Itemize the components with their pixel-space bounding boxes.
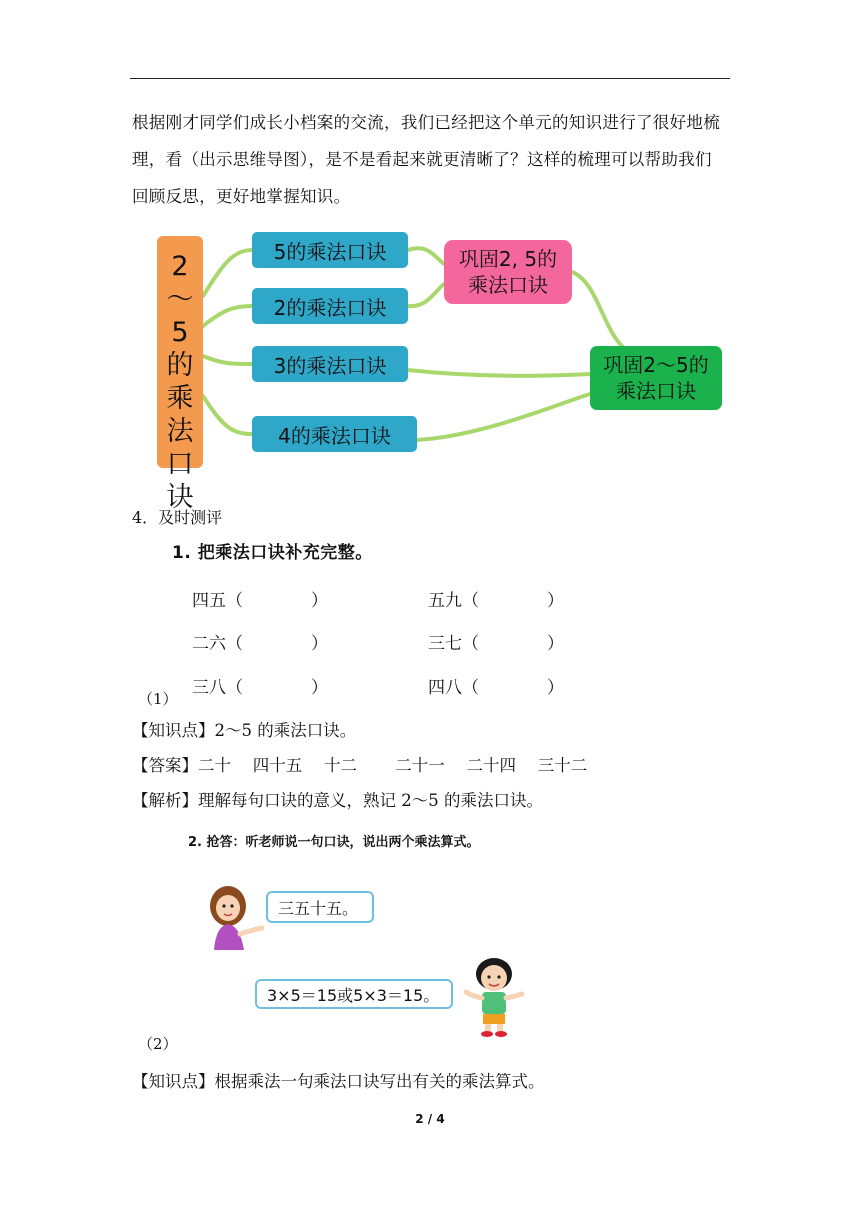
intro-line-3: 回顾反思，更好地掌握知识。 [132,187,351,206]
question-1-title: 1. 把乘法口诀补充完整。 [172,543,373,563]
student-speech-bubble: 3×5＝15或5×3＝15。 [255,979,453,1009]
analysis-label: 【解析】 [132,791,198,810]
question-2-title: 2. 抢答：听老师说一句口诀，说出两个乘法算式。 [188,835,480,850]
answer-text: 二十 四十五 十二 二十一 二十四 三十二 [198,756,588,775]
mindmap-branch-3: 3的乘法口诀 [252,346,408,382]
knowledge-point [132,717,356,741]
mindmap-consolidate-2-5 [444,240,572,304]
knowledge-label: 【知识点】 [132,721,215,740]
header-rule [130,78,730,79]
fill-blank-item: 五九（ ） [428,591,564,611]
intro-line-1: 根据刚才同学们成长小档案的交流，我们已经把这个单元的知识进行了很好地梳 [132,113,720,132]
question-number: （2） [138,1035,178,1053]
knowledge-text: 根据乘法一句乘法口诀写出有关的乘法算式。 [214,1072,545,1091]
consolidate-line: 巩固2～5的 [603,353,709,377]
consolidate-line: 乘法口诀 [615,379,696,403]
consolidate-line: 巩固2, 5的 [458,247,558,271]
root-char: 的 [166,350,194,381]
analysis-text: 理解每句口诀的意义，熟记 2～5 的乘法口诀。 [198,791,543,810]
consolidate-line: 乘法口诀 [467,273,548,297]
knowledge-point [132,1068,545,1092]
mindmap-consolidate-2-to-5 [590,346,722,410]
knowledge-label: 【知识点】 [132,1072,215,1091]
root-char: 口 [166,449,194,480]
mindmap-root-node [157,236,203,513]
knowledge-text: 2～5 的乘法口诀。 [214,721,357,740]
answer-label: 【答案】 [132,756,198,775]
fill-blank-item: 四八（ ） [428,678,564,698]
mindmap-branch-5: 5的乘法口诀 [252,232,408,268]
analysis [132,787,543,811]
mindmap-branch-4: 4的乘法口诀 [252,416,417,452]
teacher-speech-bubble: 三五十五。 [266,891,374,923]
root-char: 2 [171,251,189,282]
fill-blank-item: 三八（ ） [192,678,328,698]
root-char: 诀 [166,482,194,513]
root-char: 乘 [166,383,194,414]
fill-blank-item: 三七（ ） [428,634,564,654]
intro-line-2: 理，看（出示思维导图），是不是看起来就更清晰了？这样的梳理可以帮助我们 [132,150,712,169]
page-number: 2 / 4 [415,1112,445,1126]
root-char: 5 [171,317,189,348]
mindmap-branch-2: 2的乘法口诀 [252,288,408,324]
section-heading: 4．及时测评 [132,508,223,527]
student-illustration [458,954,528,1038]
fill-blank-item: 二六（ ） [192,634,328,654]
fill-blank-item: 四五（ ） [192,591,328,611]
answer [132,752,587,776]
question-number: （1） [138,690,178,708]
root-char: 法 [166,416,194,447]
mind-map [152,226,732,513]
intro-paragraph [132,104,732,215]
teacher-illustration [204,884,264,954]
root-char: ～ [166,284,194,315]
